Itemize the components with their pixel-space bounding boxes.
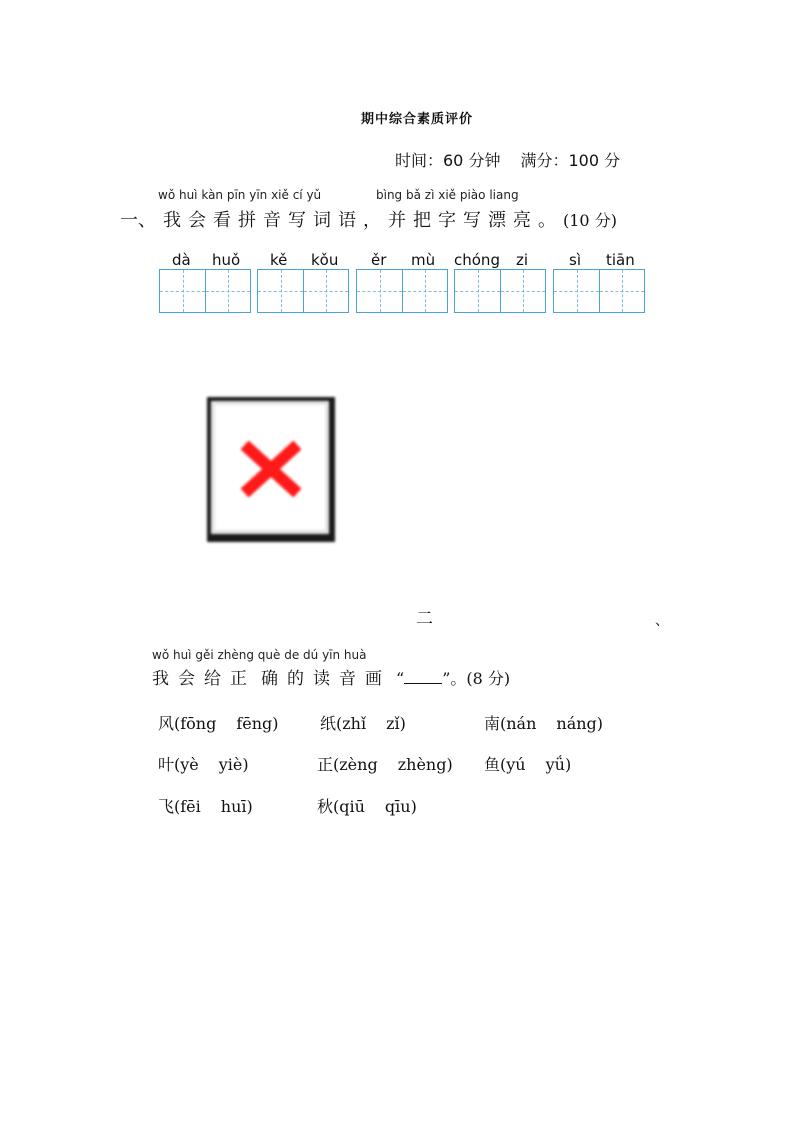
writing-grid-4[interactable] bbox=[454, 269, 546, 313]
q1-period: 。 bbox=[538, 210, 556, 231]
q2-score: ”。(8 分) bbox=[442, 669, 511, 688]
q2-number-mark: 、 bbox=[655, 613, 669, 629]
box-5-pinyin-2: tiān bbox=[606, 251, 635, 269]
q2-char: 我 bbox=[152, 669, 169, 689]
grid-cell[interactable] bbox=[402, 270, 447, 312]
q2-char: 会 bbox=[178, 669, 195, 689]
answer-blank-line bbox=[404, 669, 442, 684]
q1-char: 漂 bbox=[488, 210, 506, 231]
option-choice-a[interactable]: 飞(fēi bbox=[158, 797, 201, 816]
quote-open: “ bbox=[396, 669, 405, 688]
q2-char: 画 bbox=[365, 669, 382, 689]
q2-char: 音 bbox=[339, 669, 356, 689]
q1-char: 并 bbox=[388, 210, 406, 231]
option-item[interactable] bbox=[158, 794, 253, 817]
grid-cell[interactable] bbox=[357, 270, 402, 312]
time-info bbox=[395, 148, 620, 171]
q1-char: 语 bbox=[338, 210, 356, 231]
box-4-pinyin-1: chóng bbox=[454, 251, 500, 269]
question-2-text bbox=[152, 664, 510, 689]
option-choice-b[interactable]: yǘ) bbox=[545, 755, 572, 774]
q1-char: 亮 bbox=[513, 210, 531, 231]
option-item[interactable] bbox=[158, 752, 249, 775]
box-1-pinyin-2: huǒ bbox=[212, 251, 241, 269]
grid-cell[interactable] bbox=[258, 270, 303, 312]
q1-char: 词 bbox=[313, 210, 331, 231]
option-item[interactable] bbox=[158, 711, 279, 734]
box-3-pinyin-2: mù bbox=[411, 251, 436, 269]
red-x-icon bbox=[241, 441, 301, 497]
q1-pinyin-part1: wǒ huì kàn pīn yīn xiě cí yǔ bbox=[158, 188, 322, 202]
q2-char: 确 bbox=[261, 669, 278, 689]
option-choice-a[interactable]: 纸(zhǐ bbox=[320, 714, 367, 733]
writing-grid-5[interactable] bbox=[553, 269, 645, 313]
box-3-pinyin-1: ěr bbox=[371, 251, 387, 269]
option-choice-b[interactable]: náng) bbox=[556, 714, 604, 733]
option-choice-a[interactable]: 秋(qiū bbox=[317, 797, 365, 816]
q2-char: 给 bbox=[204, 669, 221, 689]
option-choice-b[interactable]: zǐ) bbox=[386, 714, 406, 733]
q2-number: 二 bbox=[416, 609, 433, 629]
broken-image-icon bbox=[207, 397, 335, 542]
question-1-text bbox=[120, 206, 617, 232]
box-1-pinyin-1: dà bbox=[172, 251, 191, 269]
option-item[interactable] bbox=[484, 711, 603, 734]
q1-char: 字 bbox=[438, 210, 456, 231]
full-score: 满分：100 分 bbox=[520, 151, 621, 170]
grid-cell[interactable] bbox=[160, 270, 205, 312]
box-5-pinyin-1: sì bbox=[569, 251, 581, 269]
grid-cell[interactable] bbox=[455, 270, 500, 312]
grid-cell[interactable] bbox=[500, 270, 545, 312]
q1-char: 写 bbox=[463, 210, 481, 231]
page-title: 期中综合素质评价 bbox=[360, 112, 473, 127]
option-choice-b[interactable]: zhèng) bbox=[397, 755, 453, 774]
q1-number: 一、 bbox=[120, 210, 156, 231]
q1-char: 我 bbox=[163, 210, 181, 231]
q1-char: 写 bbox=[288, 210, 306, 231]
grid-cell[interactable] bbox=[599, 270, 644, 312]
q1-comma: ， bbox=[363, 210, 381, 231]
q2-char: 正 bbox=[230, 669, 247, 689]
q1-char: 看 bbox=[213, 210, 231, 231]
option-choice-b[interactable]: fēng) bbox=[236, 714, 279, 733]
q1-char: 把 bbox=[413, 210, 431, 231]
box-4-pinyin-2: zi bbox=[516, 251, 529, 269]
writing-grid-2[interactable] bbox=[257, 269, 349, 313]
option-choice-b[interactable]: qīu) bbox=[384, 797, 417, 816]
option-choice-a[interactable]: 鱼(yú bbox=[484, 755, 526, 774]
q1-char: 会 bbox=[188, 210, 206, 231]
option-choice-b[interactable]: yiè) bbox=[218, 755, 249, 774]
q2-pinyin: wǒ huì gěi zhèng què de dú yīn huà bbox=[152, 648, 367, 662]
option-item[interactable] bbox=[484, 752, 571, 775]
box-2-pinyin-1: kě bbox=[270, 251, 288, 269]
q1-char: 音 bbox=[263, 210, 281, 231]
box-2-pinyin-2: kǒu bbox=[311, 251, 339, 269]
q1-score: (10 分) bbox=[563, 211, 617, 230]
option-item[interactable] bbox=[320, 711, 406, 734]
option-choice-a[interactable]: 叶(yè bbox=[158, 755, 199, 774]
time-limit: 时间：60 分钟 bbox=[395, 151, 501, 170]
grid-cell[interactable] bbox=[303, 270, 348, 312]
option-choice-a[interactable]: 风(fōng bbox=[158, 714, 217, 733]
q2-char: 的 bbox=[287, 669, 304, 689]
grid-cell[interactable] bbox=[554, 270, 599, 312]
writing-grid-3[interactable] bbox=[356, 269, 448, 313]
q2-char: 读 bbox=[313, 669, 330, 689]
option-item[interactable] bbox=[317, 752, 453, 775]
option-choice-b[interactable]: huī) bbox=[220, 797, 253, 816]
option-choice-a[interactable]: 南(nán bbox=[484, 714, 537, 733]
q1-char: 拼 bbox=[238, 210, 256, 231]
grid-cell[interactable] bbox=[205, 270, 250, 312]
option-item[interactable] bbox=[317, 794, 417, 817]
q1-pinyin-part2: bìng bǎ zì xiě piào liang bbox=[376, 188, 519, 202]
option-choice-a[interactable]: 正(zèng bbox=[317, 755, 378, 774]
writing-grid-1[interactable] bbox=[159, 269, 251, 313]
